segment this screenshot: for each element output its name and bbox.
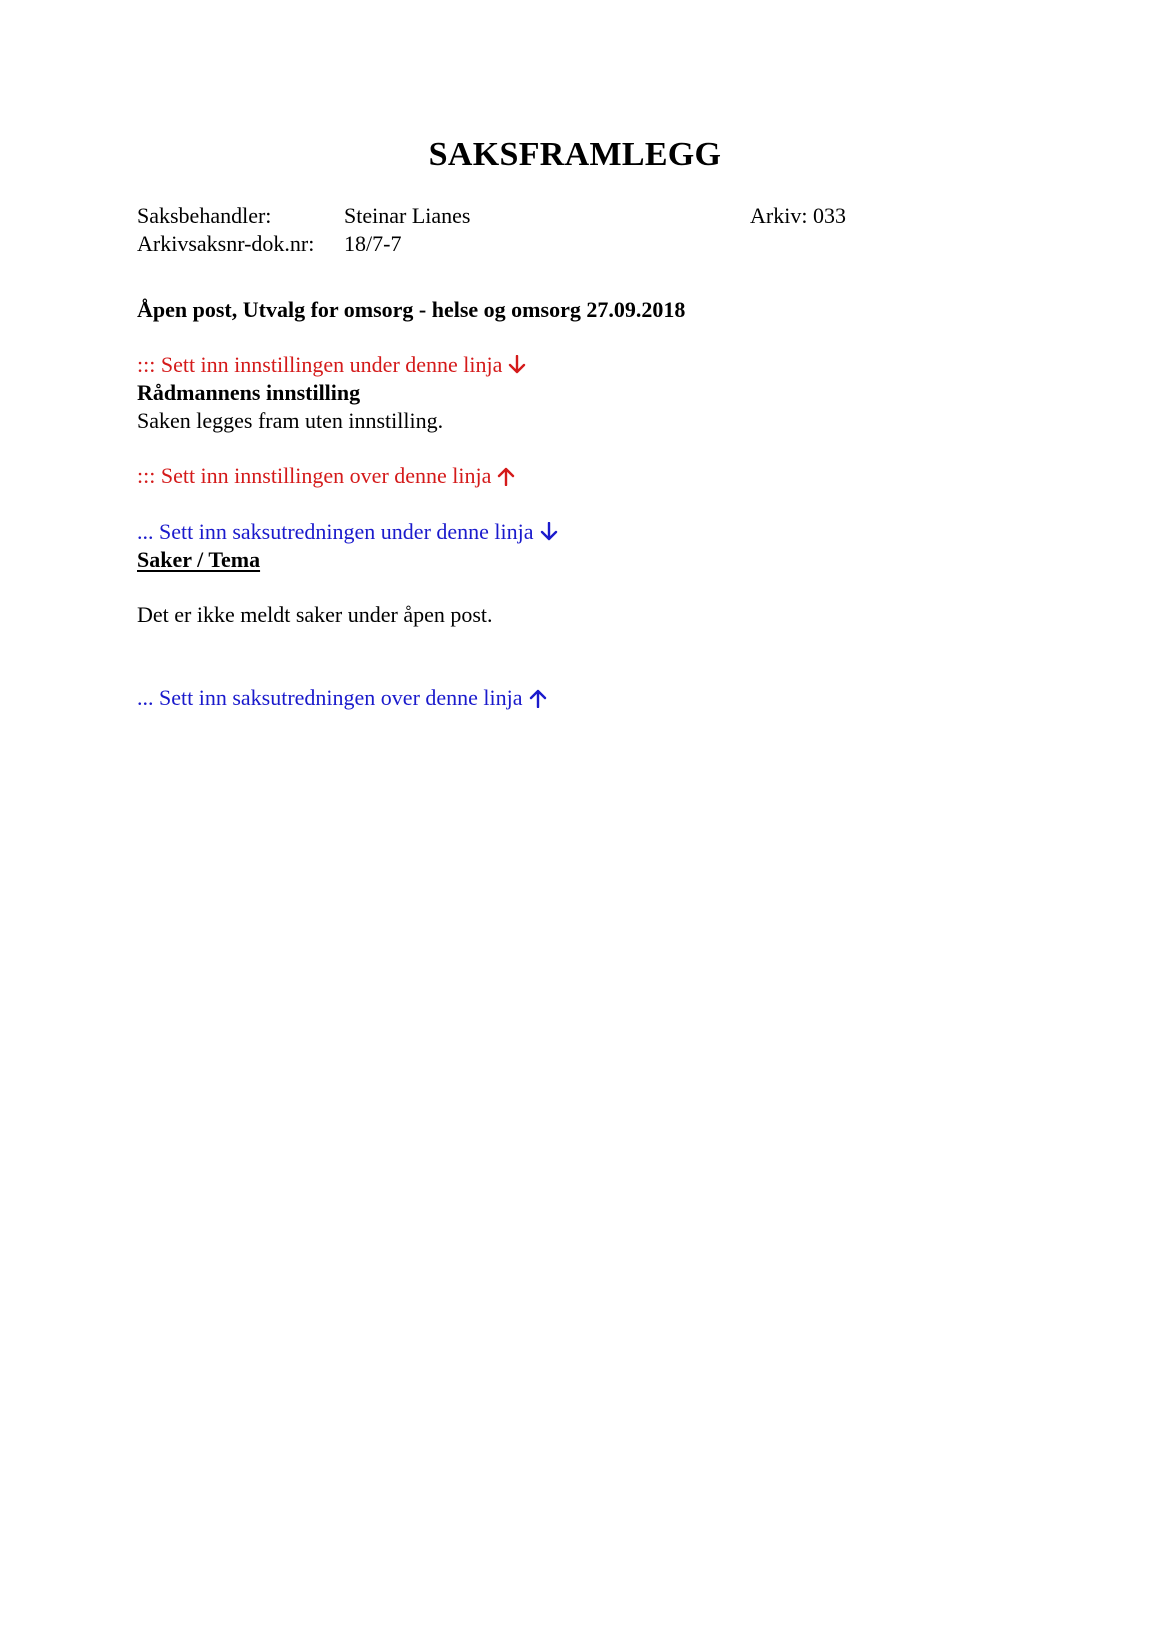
recommendation-end-marker	[137, 462, 515, 490]
report-start-text: ... Sett inn saksutredningen under denne linja	[137, 519, 534, 544]
arrow-up-icon	[529, 688, 547, 708]
recommendation-text: Saken legges fram uten innstilling.	[137, 408, 444, 433]
meeting-heading: Åpen post, Utvalg for omsorg - helse og omsorg 27.09.2018	[137, 297, 686, 322]
handler-value: Steinar Lianes	[344, 203, 471, 228]
handler-label: Saksbehandler:	[137, 203, 272, 228]
recommendation-title: Rådmannens innstilling	[137, 380, 361, 405]
case-number-label: Arkivsaksnr-dok.nr:	[137, 231, 315, 256]
report-end-marker	[137, 684, 547, 712]
arrow-down-icon	[508, 355, 526, 375]
archive-number: Arkiv: 033	[750, 203, 846, 228]
page-title: SAKSFRAMLEGG	[428, 136, 722, 173]
arrow-up-icon	[497, 466, 515, 486]
report-start-marker	[137, 518, 558, 546]
arrow-down-icon	[540, 522, 558, 542]
recommendation-start-marker	[137, 351, 526, 379]
recommendation-start-text: ::: Sett inn innstillingen under denne linja	[137, 352, 503, 377]
report-end-text: ... Sett inn saksutredningen over denne linja	[137, 685, 523, 710]
report-title: Saker / Tema	[137, 547, 261, 572]
recommendation-end-text: ::: Sett inn innstillingen over denne linja	[137, 463, 492, 488]
case-number-value: 18/7-7	[344, 231, 402, 256]
report-text: Det er ikke meldt saker under åpen post.	[137, 602, 493, 627]
